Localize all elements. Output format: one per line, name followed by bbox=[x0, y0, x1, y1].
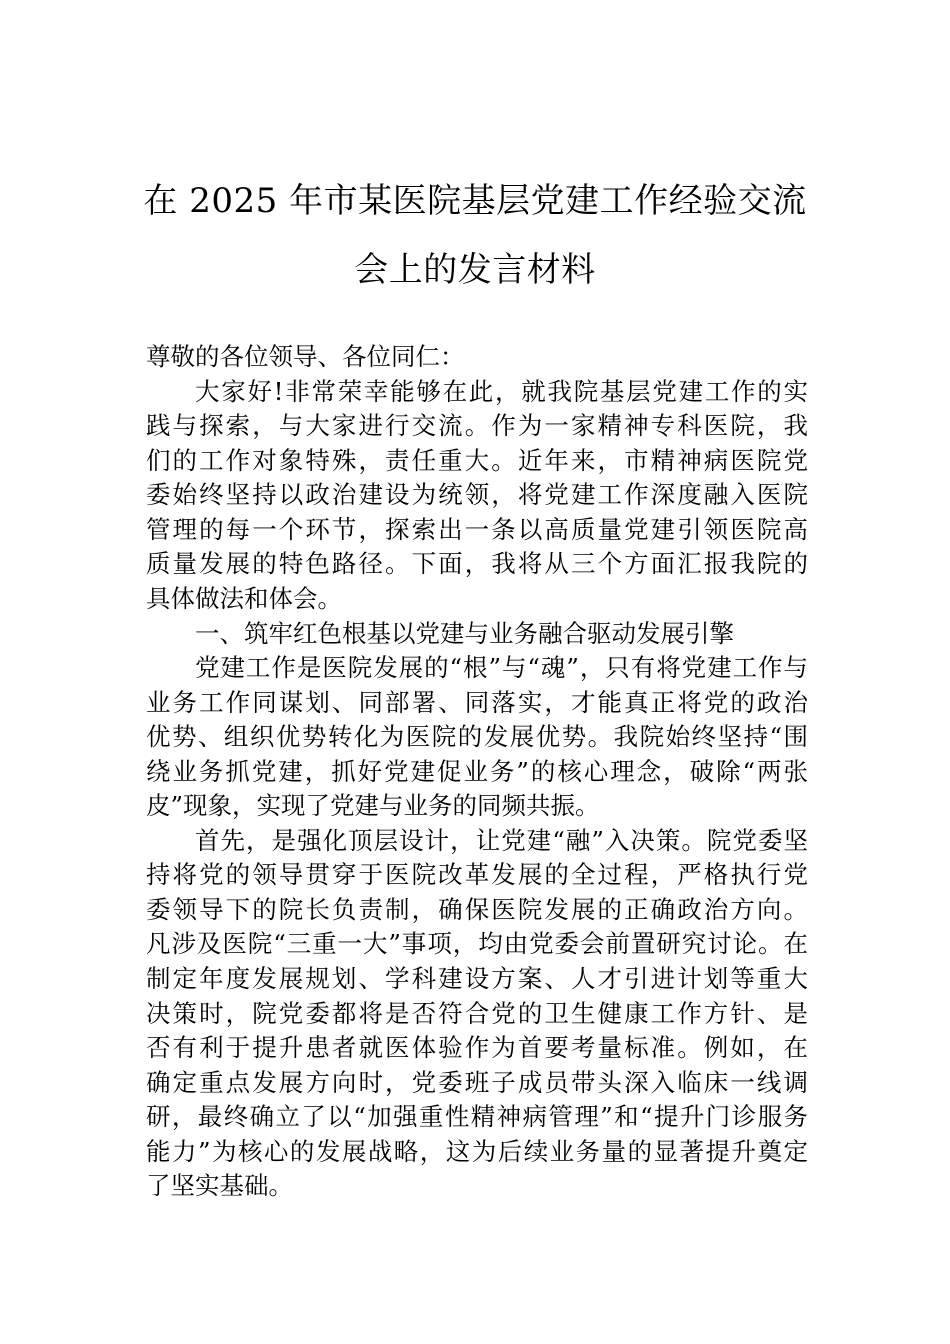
paragraph-line: 首先，是强化顶层设计，让党建“融”入决策。院党委坚 bbox=[195, 826, 808, 855]
paragraph-line: 大家好!非常荣幸能够在此，就我院基层党建工作的实 bbox=[195, 377, 808, 406]
paragraph-line: 否有利于提升患者就医体验作为首要考量标准。例如，在 bbox=[146, 1033, 808, 1062]
paragraph-line: 践与探索，与大家进行交流。作为一家精神专科医院，我 bbox=[146, 411, 808, 440]
paragraph-line: 优势、组织优势转化为医院的发展优势。我院始终坚持“围 bbox=[146, 722, 808, 751]
paragraph-line: 制定年度发展规划、学科建设方案、人才引进计划等重大 bbox=[146, 964, 808, 993]
paragraph-line: 质量发展的特色路径。下面，我将从三个方面汇报我院的 bbox=[146, 549, 808, 578]
paragraph-line: 委领导下的院长负责制，确保医院发展的正确政治方向。 bbox=[146, 895, 808, 924]
document-title-line-1: 在 2025 年市某医院基层党建工作经验交流 bbox=[143, 181, 807, 221]
paragraph-line: 了坚实基础。 bbox=[146, 1171, 293, 1200]
paragraph-line: 管理的每一个环节，探索出一条以高质量党建引领医院高 bbox=[146, 515, 808, 544]
paragraph-line: 绕业务抓党建，抓好党建促业务”的核心理念，破除“两张 bbox=[146, 757, 808, 786]
paragraph-line: 委始终坚持以政治建设为统领，将党建工作深度融入医院 bbox=[146, 480, 808, 509]
paragraph-line: 凡涉及医院“三重一大”事项，均由党委会前置研究讨论。在 bbox=[146, 929, 808, 958]
paragraph-line: 具体做法和体会。 bbox=[146, 584, 342, 613]
paragraph-line: 们的工作对象特殊，责任重大。近年来，市精神病医院党 bbox=[146, 446, 808, 475]
paragraph-line: 研，最终确立了以“加强重性精神病管理”和“提升门诊服务 bbox=[146, 1102, 808, 1131]
document-title-line-2: 会上的发言材料 bbox=[354, 250, 596, 290]
paragraph-line: 皮”现象，实现了党建与业务的同频共振。 bbox=[146, 791, 600, 820]
paragraph-line: 党建工作是医院发展的“根”与“魂”，只有将党建工作与 bbox=[195, 653, 808, 682]
salutation: 尊敬的各位领导、各位同仁： bbox=[146, 342, 465, 371]
paragraph-line: 持将党的领导贯穿于医院改革发展的全过程，严格执行党 bbox=[146, 860, 808, 889]
paragraph-line: 决策时，院党委都将是否符合党的卫生健康工作方针、是 bbox=[146, 999, 808, 1028]
section-heading: 一、筑牢红色根基以党建与业务融合驱动发展引擎 bbox=[195, 619, 734, 648]
paragraph-line: 业务工作同谋划、同部署、同落实，才能真正将党的政治 bbox=[146, 688, 808, 717]
paragraph-line: 能力”为核心的发展战略，这为后续业务量的显著提升奠定 bbox=[146, 1137, 808, 1166]
paragraph-line: 确定重点发展方向时，党委班子成员带头深入临床一线调 bbox=[146, 1068, 808, 1097]
